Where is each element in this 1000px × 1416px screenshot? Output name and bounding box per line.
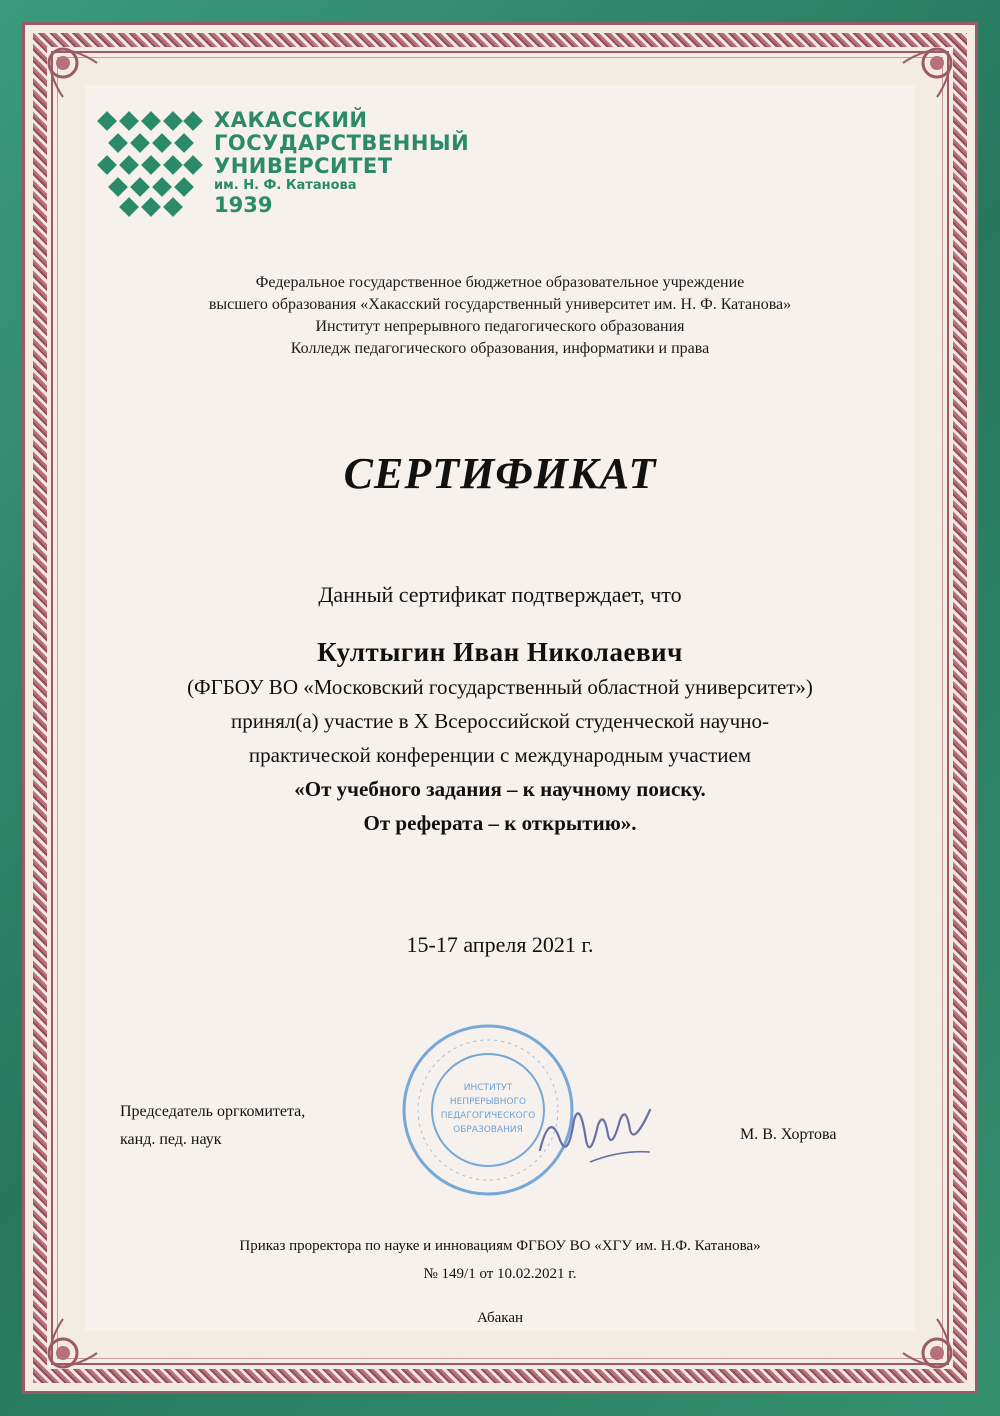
corner-ornament-icon	[897, 43, 957, 103]
svg-text:НЕПРЕРЫВНОГО: НЕПРЕРЫВНОГО	[449, 1097, 527, 1107]
university-logo	[96, 110, 476, 220]
recipient-org: (ФГБОУ ВО «Московский государственный областной университет»)	[187, 675, 813, 699]
svg-text:ИНСТИТУТ: ИНСТИТУТ	[463, 1083, 513, 1093]
header-line-3: Институт непрерывного педагогического образования	[315, 318, 685, 335]
logo-line-2: ГОСУДАРСТВЕННЫЙ	[214, 131, 470, 155]
institution-header	[100, 272, 900, 360]
recipient-name: Култыгин Иван Николаевич	[317, 637, 683, 667]
order-footer	[0, 1232, 1000, 1288]
signatory-role	[120, 1098, 305, 1154]
signatory-role-line-1: Председатель оргкомитета,	[120, 1103, 306, 1120]
signatory-name: М. В. Хортова	[740, 1126, 837, 1143]
header-line-2: высшего образования «Хакасский государственный университет им. Н. Ф. Катанова»	[208, 296, 792, 313]
conference-title-line-1: «От учебного задания – к научному поиску.	[294, 777, 706, 801]
order-line-1: Приказ проректора по науке и инновациям ФГБОУ ВО «ХГУ им. Н.Ф. Катанова»	[239, 1238, 761, 1254]
logo-line-4: им. Н. Ф. Катанова	[214, 178, 357, 193]
header-line-1: Федеральное государственное бюджетное образовательное учреждение	[255, 274, 745, 291]
signatory-role-line-2: канд. пед. наук	[120, 1131, 222, 1148]
header-line-4: Колледж педагогического образования, информатики и права	[290, 340, 710, 357]
university-logo-text	[214, 110, 469, 216]
corner-ornament-icon	[43, 43, 103, 103]
participation-line-1: принял(а) участие в X Всероссийской студенческой научно-	[231, 709, 769, 733]
logo-year: 1939	[214, 193, 273, 217]
confirm-text: Данный сертификат подтверждает, что	[318, 582, 682, 607]
event-dates: 15-17 апреля 2021 г.	[406, 932, 594, 957]
conference-title-line-2: От реферата – к открытию».	[363, 811, 637, 835]
certificate-title: СЕРТИФИКАТ	[343, 449, 657, 498]
svg-text:ОБРАЗОВАНИЯ: ОБРАЗОВАНИЯ	[453, 1125, 523, 1135]
order-line-2: № 149/1 от 10.02.2021 г.	[423, 1266, 577, 1282]
logo-line-3: УНИВЕРСИТЕТ	[214, 154, 393, 178]
city-name: Абакан	[476, 1310, 524, 1326]
certificate-body	[80, 580, 920, 840]
svg-text:ПЕДАГОГИЧЕСКОГО: ПЕДАГОГИЧЕСКОГО	[440, 1111, 536, 1121]
signature-icon	[530, 1090, 660, 1170]
participation-line-2: практической конференции с международным участием	[248, 743, 752, 767]
logo-line-1: ХАКАССКИЙ	[214, 108, 368, 132]
university-logo-mark-icon	[96, 110, 204, 218]
